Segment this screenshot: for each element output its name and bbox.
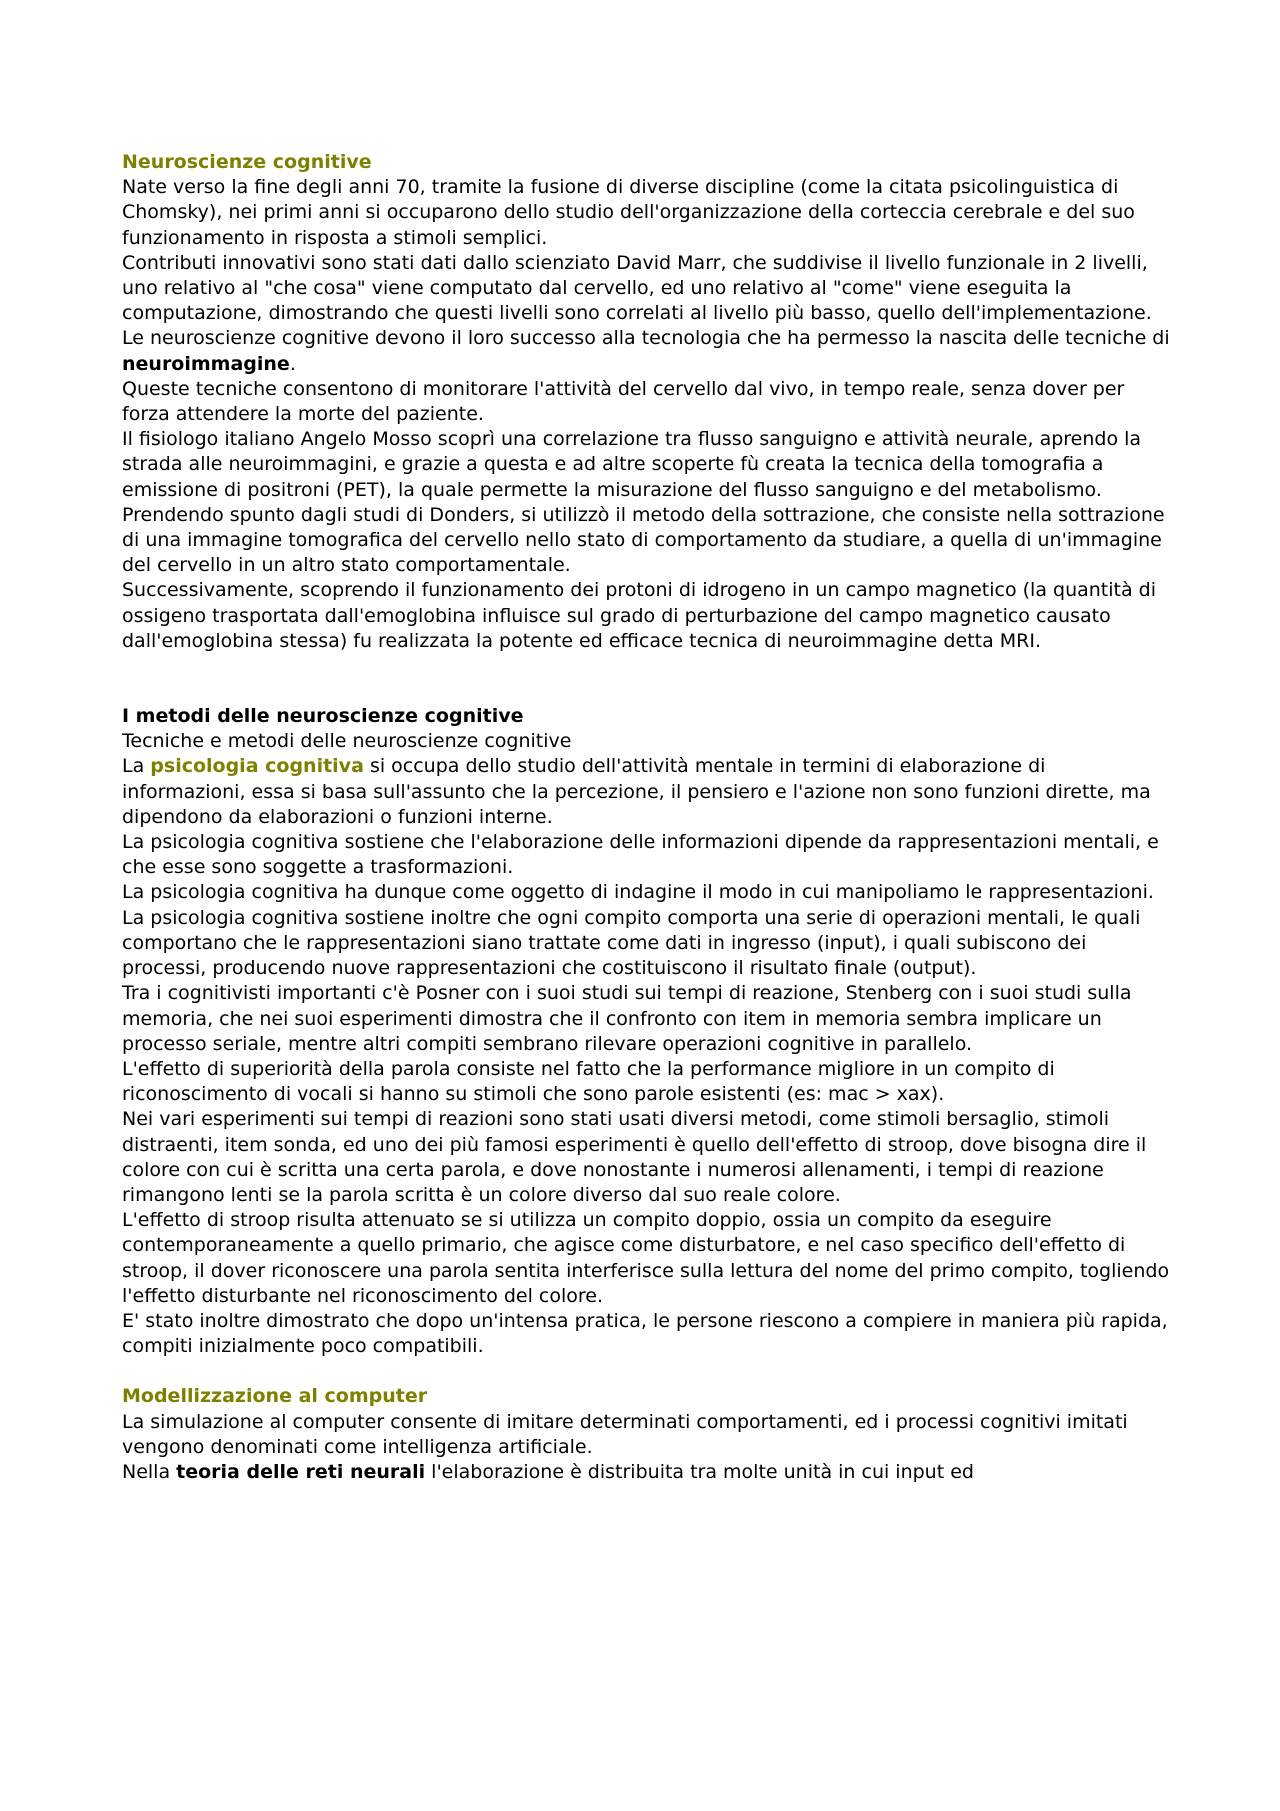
paragraph [122,754,1172,830]
text-run: Le neuroscienze cognitive devono il loro successo alla tecnologia che ha permesso la nascita delle tecniche di [122,327,1170,350]
bold-term-reti-neurali: teoria delle reti neurali [176,1460,426,1483]
text-run: Nella [122,1460,177,1483]
paragraph [122,326,1172,376]
paragraph: Contributi innovativi sono stati dati dallo scienziato David Marr, che suddivise il livello funzionale in 2 livelli, uno relativo al "che cosa" viene computato dal cervello, ed uno relativo al "come" viene eseguita la computazione, dimostrando che questi livelli sono correlati al livello più basso, quello dell'implementazione. [122,251,1152,325]
paragraph: L'effetto di superiorità della parola consiste nel fatto che la performance migliore in un compito di riconoscimento di vocali si hanno su stimoli che sono parole esistenti (es: mac > xax). [122,1057,1055,1106]
paragraph: Queste tecniche consentono di monitorare l'attività del cervello dal vivo, in tempo reale, senza dover per forza attendere la morte del paziente. [122,377,1125,426]
paragraph: Nate verso la fine degli anni 70, tramite la fusione di diverse discipline (come la citata psicolinguistica di Chomsky), nei primi anni si occuparono dello studio dell'organizzazione della corteccia cerebrale e del suo funzionamento in risposta a stimoli semplici. [122,176,1135,249]
section-heading-neuroscienze-cognitive: Neuroscienze cognitive [122,151,372,173]
paragraph: E' stato inoltre dimostrato che dopo un'intensa pratica, le persone riescono a compiere in maniera più rapida, compiti inizialmente poco compatibili. [122,1309,1168,1358]
spacer [122,654,1172,704]
paragraph: Successivamente, scoprendo il funzionamento dei protoni di idrogeno in un campo magnetico (la quantità di ossigeno trasportata dall'emoglobina influisce sul grado di perturbazione del campo magnetico causato dall'emoglobina stessa) fu realizzata la potente ed efficace tecnica di neuroimmagine detta MRI. [122,579,1156,652]
bold-term-neuroimmagine: neuroimmagine [122,352,290,375]
text-run: si occupa dello studio dell'attività mentale in termini di elaborazione di informazioni, essa si basa sull'assunto che la percezione, il pensiero e l'azione non sono funzioni dirette, ma dipendono da elaborazioni o funzioni interne. [122,755,1151,828]
paragraph: La psicologia cognitiva sostiene inoltre che ogni compito comporta una serie di operazioni mentali, le quali comportano che le rappresentazioni siano trattate come dati in ingresso (input), i quali subiscono dei processi, producendo nuove rappresentazioni che costituiscono il risultato finale (output). [122,906,1141,980]
paragraph: L'effetto di stroop risulta attenuato se si utilizza un compito doppio, ossia un compito da eseguire contemporaneamente a quello primario, che agisce come disturbatore, e nel caso specifico dell'effetto di stroop, il dover riconoscere una parola sentita interferisce sulla lettura del nome del primo compito, togliendo l'effetto disturbante nel riconoscimento del colore. [122,1209,1170,1307]
paragraph: Il fisiologo italiano Angelo Mosso scoprì una correlazione tra flusso sanguigno e attività neurale, aprendo la strada alle neuroimmagini, e grazie a questa e ad altre scoperte fù creata la tecnica della tomografia a emissione di positroni (PET), la quale permette la misurazione del flusso sanguigno e del metabolismo. [122,428,1142,501]
paragraph [122,1460,1172,1485]
text-run: l'elaborazione è distribuita tra molte unità in cui input ed [425,1460,974,1483]
paragraph: La psicologia cognitiva sostiene che l'elaborazione delle informazioni dipende da rappresentazioni mentali, e che esse sono soggette a trasformazioni. [122,831,1159,879]
paragraph: Tra i cognitivisti importanti c'è Posner con i suoi studi sui tempi di reazione, Stenberg con i suoi studi sulla memoria, che nei suoi esperimenti dimostra che il confronto con item in memoria sembra implicare un processo seriale, mentre altri compiti sembrano rilevare operazioni cognitive in parallelo. [122,982,1132,1055]
paragraph: La psicologia cognitiva ha dunque come oggetto di indagine il modo in cui manipoliamo le rappresentazioni. [122,881,1154,904]
paragraph: La simulazione al computer consente di imitare determinati comportamenti, ed i processi cognitivi imitati vengono denominati come intelligenza artificiale. [122,1410,1128,1458]
highlighted-term-psicologia-cognitiva: psicologia cognitiva [150,755,364,778]
paragraph: Prendendo spunto dagli studi di Donders, si utilizzò il metodo della sottrazione, che consiste nella sottrazione di una immagine tomografica del cervello nello stato di comportamento da studiare, a quella di un'immagine del cervello in un altro stato comportamentale. [122,503,1165,577]
section-heading-metodi: I metodi delle neuroscienze cognitive [122,705,524,728]
subtitle: Tecniche e metodi delle neuroscienze cognitive [122,730,572,753]
text-run: La [122,755,151,778]
section-heading-modellizzazione: Modellizzazione al computer [122,1385,428,1408]
paragraph: Nei vari esperimenti sui tempi di reazioni sono stati usati diversi metodi, come stimoli bersaglio, stimoli distraenti, item sonda, ed uno dei più famosi esperimenti è quello dell'effetto di stroop, dove bisogna dire il colore con cui è scritta una certa parola, e dove nonostante i numerosi allenamenti, i tempi di reazione rimangono lenti se la parola scritta è un colore diverso dal suo reale colore. [122,1108,1147,1206]
text-run: . [289,352,296,375]
spacer [122,1359,1172,1384]
document-page [122,150,1172,1485]
